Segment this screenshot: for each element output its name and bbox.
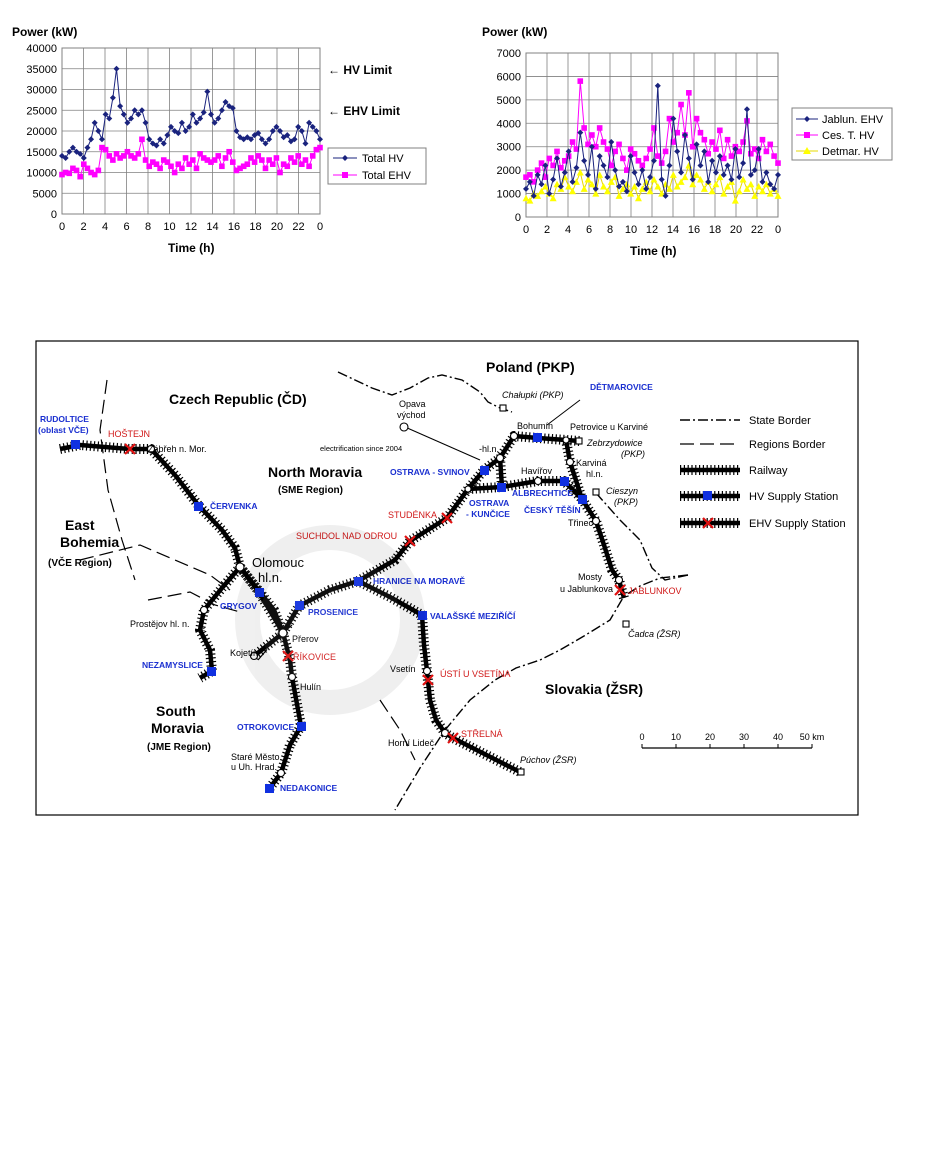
label-bohumin: Bohumín [517,421,554,431]
hv-hranice-marker [354,577,363,586]
data-point [597,125,603,131]
scale-label: 10 [670,732,682,742]
chart1-xlabel: Time (h) [168,241,215,255]
y-tick-label: 15000 [26,146,57,159]
label-east-bohemia-2: Bohemia [60,534,120,550]
label-prosenice: PROSENICE [308,607,359,617]
data-point [303,157,309,163]
legend-hv-marker [703,491,712,500]
town-opava-marker [400,423,408,431]
scale-label: 30 [738,732,750,742]
scale-label: 40 [772,732,784,742]
data-point [546,156,552,162]
label-north-moravia: North Moravia [268,464,363,480]
label-zabreh: Zábřeh n. Mor. [148,444,207,454]
label-puchov: Púchov (ŽSR) [520,755,577,765]
chart2-legend [792,108,892,160]
puchov-marker [518,769,524,775]
chart2-xlabel: Time (h) [630,244,677,258]
data-point [143,157,149,163]
station-power-chart [470,0,928,265]
label-east-bohemia-1: East [65,517,95,533]
data-point [183,155,189,161]
x-tick-label: 22 [750,224,764,236]
y-tick-label: 7000 [496,48,521,60]
y-tick-label: 5000 [496,94,521,107]
data-point [110,157,116,163]
railway-segment [468,487,502,489]
label-cieszyn-2: (PKP) [614,497,639,507]
y-tick-label: 20000 [26,126,57,138]
data-point [709,139,715,145]
chart2-ylabel: Power (kW) [482,25,548,39]
total-power-chart [0,0,450,265]
data-point [570,139,576,145]
data-point [223,155,229,161]
label-mosty-2: u Jablunkova [560,584,614,594]
label-kojetin: Kojetín [230,648,259,658]
zebrzydowice-marker [576,438,582,444]
label-poland: Poland (PKP) [486,359,575,375]
x-tick-label: 20 [270,221,284,233]
y-tick-label: 35000 [26,63,57,76]
data-point [589,132,595,138]
label-ostrava-hln: -hl.n. [479,444,500,454]
town-petrovice-marker [563,437,569,443]
label-hostejn: HOŠTEJN [108,429,151,439]
data-point [698,130,704,136]
label-opava-2: východ [397,410,426,420]
y-tick-label: 2000 [496,165,521,178]
data-point [686,90,692,96]
town-bohumin-marker [511,433,518,440]
hv-kuncice-marker [497,483,506,492]
town-trinec-marker [593,518,600,525]
legend-hv-station: HV Supply Station [749,491,839,503]
data-point [729,153,735,159]
label-cieszyn-1: Cieszyn [606,486,639,496]
x-tick-label: 12 [645,224,659,236]
x-tick-label: 8 [144,221,152,233]
data-point [744,118,750,124]
x-tick-label: 16 [227,221,241,233]
data-point [554,149,560,155]
label-zebrzydowice-2: (PKP) [621,449,646,459]
y-tick-label: 0 [50,209,57,221]
data-point [270,161,276,167]
hv-svinov-marker [480,466,489,475]
legend-jablun: Jablun. EHV [822,114,884,126]
hv-otrokovice-marker [297,722,306,731]
town-mosty-marker [616,577,623,584]
label-grygov: GRYGOV [220,601,257,611]
label-valasske: VALAŠSKÉ MEZIŘÍČÍ [430,611,516,621]
label-otrokovice: OTROKOVICE [237,722,295,732]
y-tick-label: 4000 [496,118,521,131]
data-point [713,146,719,152]
hv-detmarovice-marker [533,433,542,442]
chart1-legend [328,148,426,184]
label-vsetin: Vsetín [390,664,416,674]
data-point [317,145,323,151]
label-stare-mesto-1: Staré Město [231,752,280,762]
cadca-marker [623,621,629,627]
label-suchdol: SUCHDOL NAD ODROU [296,531,398,541]
y-tick-label: 30000 [26,84,57,97]
label-nedakonice: NEDAKONICE [280,783,338,793]
y-tick-label: 3000 [496,141,521,154]
data-point [605,146,611,152]
label-trinec: Třinec [568,518,594,528]
legend-regions-border: Regions Border [749,439,826,451]
data-point [96,168,102,174]
town-horni-lidec-marker [442,730,449,737]
cieszyn-marker [593,489,599,495]
label-east-bohemia-sub: (VČE Region) [48,558,112,569]
data-point [168,163,174,169]
scale-label: 50 km [799,732,825,742]
x-tick-label: 10 [624,224,638,236]
label-hranice: HRANICE NA MORAVĚ [373,576,466,586]
legend-ces: Ces. T. HV [822,130,875,142]
data-point [139,137,145,143]
data-point [190,157,196,163]
label-petrovice: Petrovice u Karviné [570,422,649,432]
x-tick-label: 2 [543,224,551,236]
label-olomouc-1: Olomouc [252,555,305,570]
chalupki-marker [500,405,506,411]
x-tick-label: 0 [316,221,324,233]
label-cadca: Čadca (ŽSR) [628,629,681,639]
label-studenka: STUDÉNKA [388,510,438,520]
label-slovakia: Slovakia (ŽSR) [545,681,644,697]
x-tick-label: 0 [522,224,530,236]
label-opava-1: Opava [399,399,426,409]
label-rikovice: ŘÍKOVICE [293,652,337,662]
data-point [274,155,280,161]
label-horni-lidec: Horní Lideč [388,738,435,748]
x-tick-label: 8 [606,224,614,236]
x-tick-label: 0 [58,221,66,233]
x-tick-label: 14 [206,221,219,233]
data-point [277,170,283,176]
data-point [771,153,777,159]
data-point [66,171,72,177]
data-point [775,160,781,166]
x-tick-label: 18 [249,221,262,233]
data-point [663,149,669,155]
x-tick-label: 4 [101,221,109,233]
label-stare-mesto-2: u Uh. Hrad. [231,762,278,772]
data-point [259,157,265,163]
label-strelna: STŘELNÁ [461,729,503,739]
town-stare-mesto-marker [278,770,285,777]
data-point [310,153,316,159]
scale-label: 20 [704,732,716,742]
label-zebrzydowice-1: Zebrzydowice [587,438,643,448]
y-tick-label: 25000 [26,105,57,118]
label-olomouc-2: hl.n. [258,570,283,585]
label-usti: ÚSTÍ U VSETÍNA [440,669,511,679]
x-tick-label: 4 [564,224,572,236]
label-south-moravia-2: Moravia [151,720,204,736]
town-hulin-marker [289,674,296,681]
town-prostejov-marker [201,607,208,614]
data-point [292,159,298,165]
data-point [284,163,290,169]
y-tick-label: 5000 [32,188,57,201]
ehv-limit-annotation: ← EHV Limit [328,104,401,118]
hv-albrechtice-marker [560,477,569,486]
town-karvina-marker [567,459,574,466]
label-south-moravia-sub: (JME Region) [147,742,211,753]
y-tick-label: 6000 [496,71,521,84]
data-point [577,78,583,84]
hv-nezamyslice-marker [207,667,216,676]
x-tick-label: 18 [708,224,722,236]
x-tick-label: 6 [585,224,593,236]
data-point [157,166,163,172]
data-point [620,156,626,162]
x-tick-label: 20 [729,224,743,236]
label-rudoltice: RUDOLTICE [40,414,89,424]
legend-state-border: State Border [749,415,811,427]
label-czech: Czech Republic (ČD) [169,391,307,407]
data-point [702,137,708,143]
data-point [581,125,587,131]
data-point [678,102,684,108]
label-cervenka: ČERVENKA [210,501,258,511]
label-prostejov: Prostějov hl. n. [130,619,190,629]
data-point [725,137,731,143]
data-point [194,166,200,172]
hv-limit-annotation: ← HV Limit [328,63,393,77]
data-point [306,163,312,169]
data-point [103,147,109,153]
label-rudoltice-sub: (oblast VČE) [38,425,89,435]
y-tick-label: 40000 [26,43,57,55]
label-nezamyslice: NEZAMYSLICE [142,660,203,670]
data-point [219,163,225,169]
label-north-moravia-sub: (SME Region) [278,485,343,496]
data-point [215,153,221,159]
data-point [527,172,533,178]
label-electrification: electrification since 2004 [320,444,403,453]
legend-total-hv: Total HV [362,153,404,165]
scale-label: 0 [639,732,645,742]
data-point [643,156,649,162]
x-tick-label: 10 [163,221,176,233]
legend-railway: Railway [749,465,788,477]
label-svinov: OSTRAVA - SVINOV [390,467,470,477]
hv-rudoltice-marker [71,440,80,449]
label-hulin: Hulín [300,682,322,692]
data-point [172,170,178,176]
hv-valasske-marker [418,611,427,620]
label-karvina-1: Karviná [576,458,607,468]
town-vsetin-marker [424,668,431,675]
x-tick-label: 22 [292,221,305,233]
x-tick-label: 16 [687,224,701,236]
data-point [760,137,766,143]
town-ostrava-hln-marker [497,455,504,462]
y-tick-label: 10000 [26,167,57,180]
label-albrechtice: ALBRECHTICE [512,488,573,498]
town-havirov-marker [535,478,542,485]
data-point [717,128,723,134]
x-tick-label: 12 [184,221,198,233]
label-jablunkov: JABLUNKOV [628,586,682,596]
data-point [77,174,83,180]
data-point [179,166,185,172]
label-kuncice-1: OSTRAVA [469,498,510,508]
data-point [263,166,269,172]
railway-map [0,330,928,830]
label-karvina-2: hl.n. [586,469,604,479]
data-point [694,116,700,122]
town-ostrava-junction-marker [465,486,471,492]
data-point [230,159,236,165]
y-tick-label: 1000 [496,188,521,201]
label-kuncice-2: - KUNČICE [466,509,510,519]
x-tick-label: 14 [666,224,680,236]
label-cesky-tesin: ČESKÝ TĚŠÍN [524,505,581,515]
data-point [616,142,622,148]
data-point [295,153,301,159]
legend-total-ehv: Total EHV [362,170,411,182]
data-point [767,142,773,148]
data-point [245,161,251,167]
hv-cesky-tesin-marker [578,495,587,504]
label-chalupki: Chałupki (PKP) [502,390,564,400]
town-prerov-marker [279,629,287,637]
data-point [252,159,258,165]
label-havirov: Havířov [521,466,553,476]
y-tick-label: 0 [514,212,521,224]
data-point [601,139,607,145]
data-point [226,149,232,155]
data-point [655,153,661,159]
hv-prosenice-marker [295,601,304,610]
label-south-moravia-1: South [156,703,196,719]
data-point [659,160,665,166]
x-tick-label: 2 [80,221,87,233]
label-detmarovice: DĚTMAROVICE [590,382,653,392]
data-point [647,146,653,152]
label-prerov: Přerov [292,634,319,644]
town-olomouc-marker [236,563,244,571]
x-tick-label: 0 [774,224,782,236]
legend-ehv-station: EHV Supply Station [749,518,846,530]
x-tick-label: 6 [123,221,130,233]
data-point [764,149,770,155]
label-mosty-1: Mosty [578,572,603,582]
legend-detmar: Detmar. HV [822,146,879,158]
chart1-ylabel: Power (kW) [12,25,78,39]
hv-grygov-marker [255,588,264,597]
hv-nedakonice-marker [265,784,274,793]
data-point [74,168,80,174]
hv-cervenka-marker [194,502,203,511]
data-point [136,151,142,157]
